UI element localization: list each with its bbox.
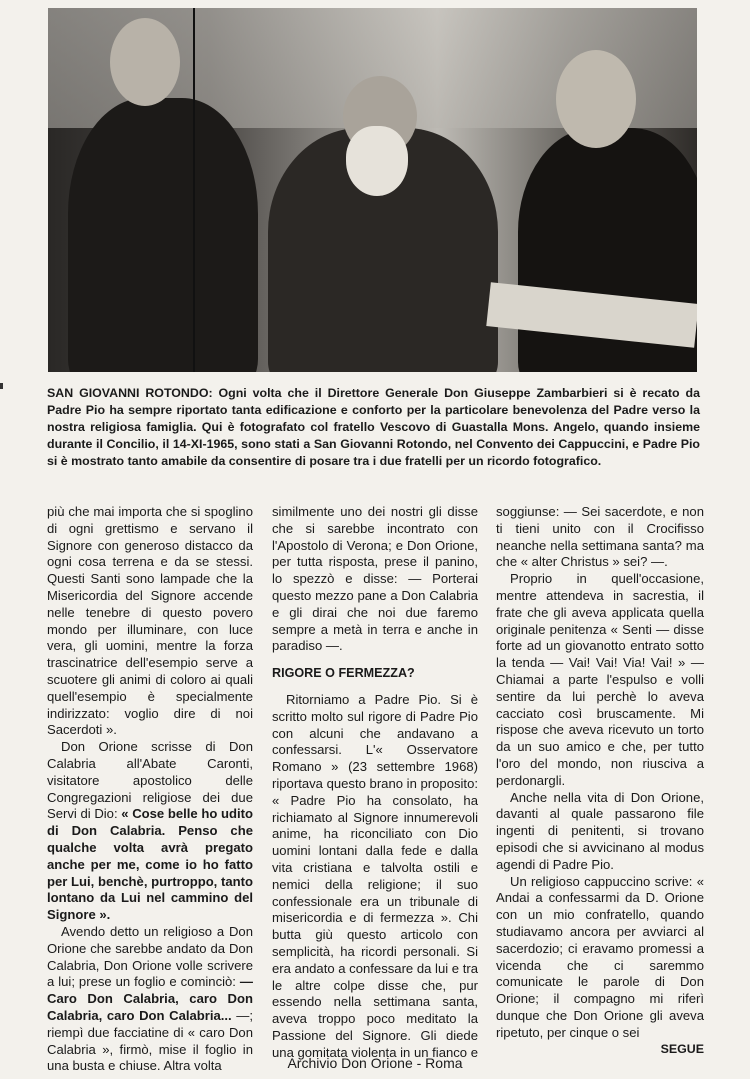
section-heading: RIGORE O FERMEZZA? bbox=[272, 666, 415, 681]
text-column-3 bbox=[496, 504, 704, 1057]
col1-paragraph-3 bbox=[47, 924, 253, 1075]
text-column-1 bbox=[47, 504, 253, 1075]
col1-p2-quote: « Cose belle ho udito di Don Calabria. Penso che qualche volta avrà pregato anche per me, come io ho fatto per Lui, benchè, purtroppo, tanto lontano da Lui nel cammino del Signore ». bbox=[47, 806, 253, 923]
archive-footer: Archivio Don Orione - Roma bbox=[287, 1055, 463, 1071]
col1-p2-text: Don Orione scrisse di Don Calabria all'Abate Caronti, visitatore apostolico delle Congregazioni religiose dei due Servi di Dio: bbox=[47, 739, 253, 822]
margin-mark bbox=[0, 383, 3, 389]
text-column-2 bbox=[272, 504, 478, 1062]
col3-paragraph-2: Proprio in quell'occasione, mentre attendeva in sacrestia, il frate che gli aveva applicata quella originale penitenza « Senti — disse forte ad un giovanotto entrato sotto la tenda — Vai! Vai! Via! Vai! » — Chiamai a parte l'espulso e volli sentire da lui perchè lo aveva cacciato così bruscamente. Mi rispose che aveva ricevuto un torto da un suo amico e che, per tutto l'oro del mondo, non riusciva a perdonargli. bbox=[496, 571, 704, 788]
col3-paragraph-4: Un religioso cappuccino scrive: « Andai a confessarmi da D. Orione con un mio confratello, quando studiavamo ancora per avviarci al sacerdozio; ci eravamo promessi a vicenda che ci saremmo comunicate le parole di Don Orione; il compagno mi riferì dunque che Don Orione gli aveva ripetuto, per cinque o sei bbox=[496, 873, 704, 1040]
photo-figure-bishop bbox=[68, 98, 258, 372]
col3-paragraph-3: Anche nella vita di Don Orione, davanti al quale passarono file ingenti di penitenti, si trovano episodi che si avvicinano al modus agendi di Padre Pio. bbox=[496, 789, 704, 872]
photo-head-bishop bbox=[110, 18, 180, 106]
col2-paragraph-1: similmente uno dei nostri gli disse che si sarebbe incontrato con l'Apostolo di Verona; e Don Orione, per tutta risposta, prese il panino, lo spezzò e disse: — Porterai questo mezzo pane a Don Calabria e gli dirai che noi due faremo sempre a metà in terra e anche in paradiso —. bbox=[272, 504, 478, 654]
photo-divider-line bbox=[193, 8, 195, 372]
col1-paragraph-1: più che mai importa che si spoglino di ogni grettismo e servano il Signore con generoso distacco da ogni cosa terrena e da se stessi. Questi Santi sono lampade che la Misericordia del Signore accende nelle tenebre di questo povero mondo per illuminare, con luce vera, gli uomini, mentre la forza trascinatrice dell'esempio serve a scuotere gli animi di coloro ai quali quell'esempio è specialmente indirizzato: voglio dire di noi Sacerdoti ». bbox=[47, 504, 253, 738]
continues-marker: SEGUE bbox=[660, 1041, 704, 1056]
col1-p3-text-a: Avendo detto un religioso a Don Orione che sarebbe andato da Don Calabria, Don Orione volle scrivere a lui; prese un foglio e cominciò: bbox=[47, 923, 253, 990]
col3-paragraph-1: soggiunse: — Sei sacerdote, e non ti tieni unito con il Crocifisso neanche nella settimana santa? ma che « alter Christus » sei? —. bbox=[496, 504, 704, 570]
photo-caption: SAN GIOVANNI ROTONDO: Ogni volta che il Direttore Generale Don Giuseppe Zambarbieri si è recato da Padre Pio ha sempre riportato tanta edificazione e conforto per la particolare benevolenza del Padre verso la nostra religiosa famiglia. Qui è fotografato col fratello Vescovo di Guastalla Mons. Angelo, quando insieme durante il Concilio, il 14-XI-1965, sono stati a San Giovanni Rotondo, nel Convento dei Cappuccini, e Padre Pio si è mostrato tanto amabile da consentire di posare tra i due fratelli per un ricordo fotografico. bbox=[47, 386, 700, 468]
photo-padre-pio-with-zambarbieri-brothers bbox=[48, 8, 697, 372]
col2-paragraph-2: Ritorniamo a Padre Pio. Si è scritto molto sul rigore di Padre Pio con alcuni che andavano a confessarsi. L'« Osservatore Romano » (23 settembre 1968) riportava questo brano in proposito: « Padre Pio ha consolato, ha richiamato al Signore innumerevoli anime, ha riconciliato con Dio uomini lontani dalla fede e dalla vita cristiana e talvolta ostili e nemici della religione; il suo confessionale era un tribunale di misericordia e di fermezza ». Chi butta giù questo articolo con semplicità, ha ricordi personali. Si era andato a confessare da lui e tra le altre colpe disse che, pur essendo nella settimana santa, aveva troppo poco meditato la Passione del Signore. Gli diede una gomitata violenta in un fianco e bbox=[272, 691, 479, 1060]
col1-p3-quote: — Caro Don Calabria, caro Don Calabria, caro Don Calabria... bbox=[47, 974, 253, 1023]
photo-beard-padre-pio bbox=[346, 126, 408, 196]
col1-p3-text-b: —; riempì due facciatine di « caro Don Calabria », firmò, mise il foglio in una busta e chiuse. Altra volta bbox=[47, 1007, 254, 1074]
photo-head-priest bbox=[556, 50, 636, 148]
col1-paragraph-2 bbox=[47, 739, 253, 924]
